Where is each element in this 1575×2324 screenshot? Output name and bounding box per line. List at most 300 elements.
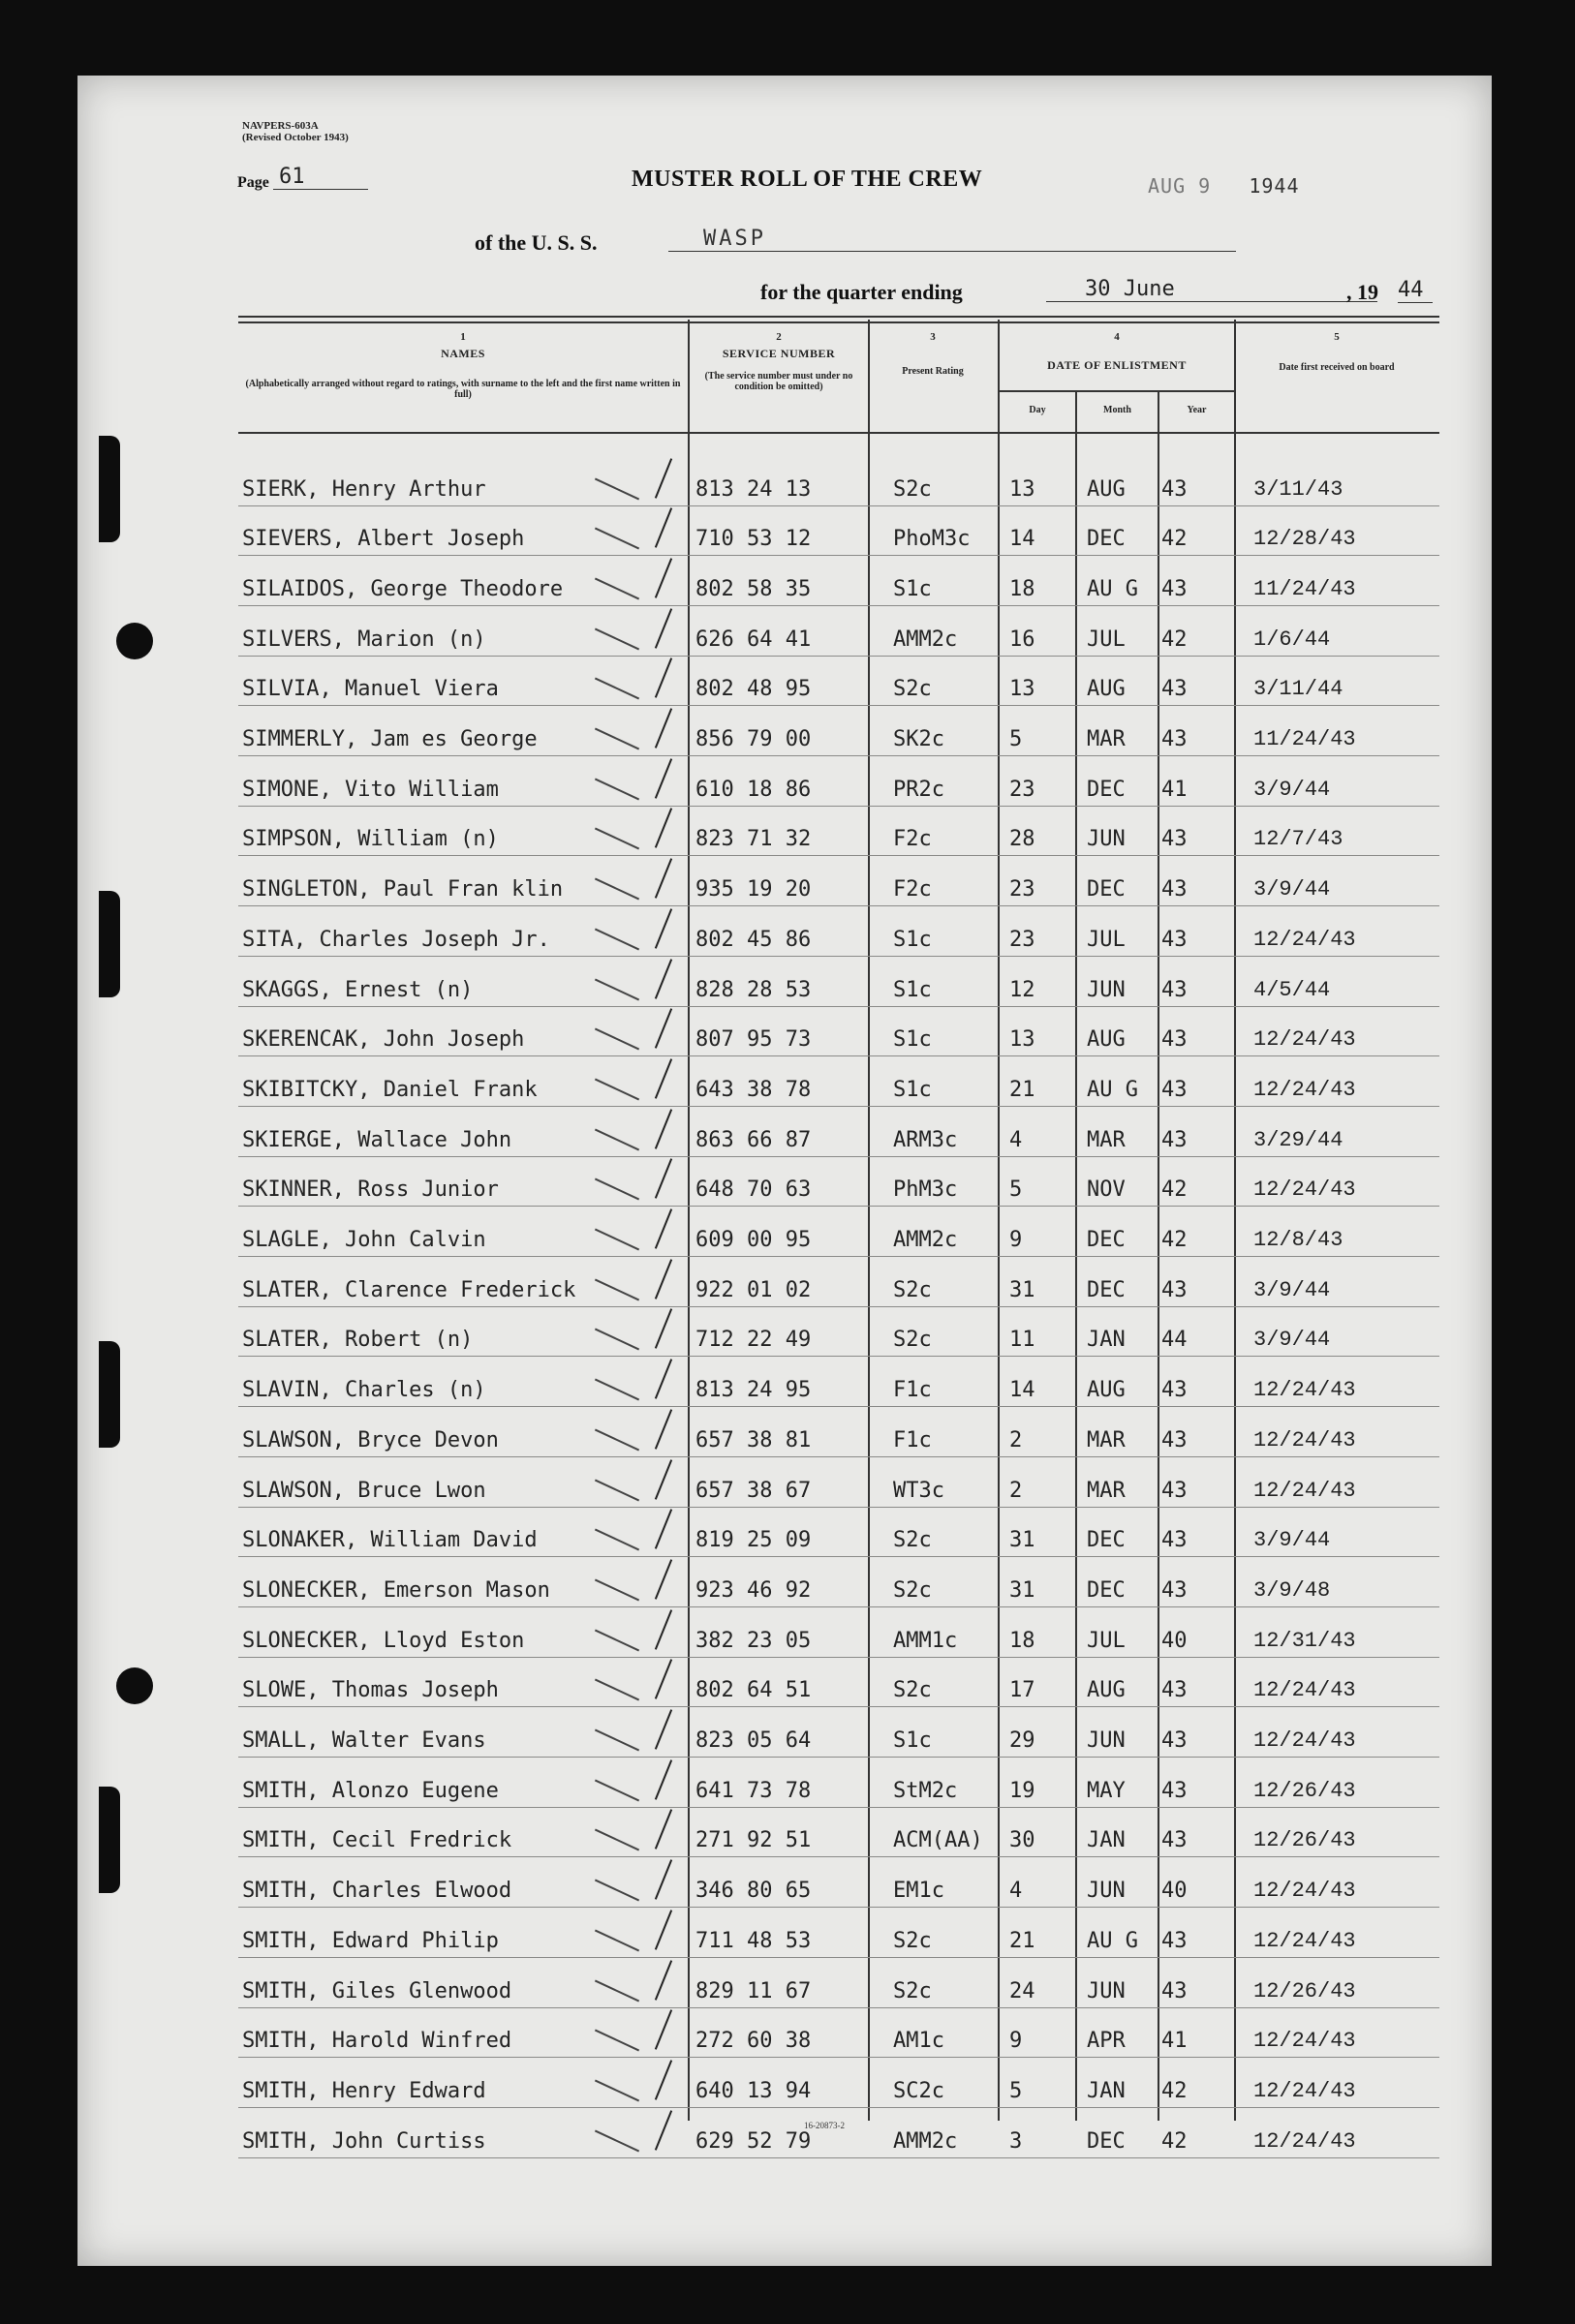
crew-name: SMITH, Harold Winfred: [242, 2029, 512, 2054]
tally-mark: [595, 1979, 639, 2002]
check-mark: [655, 1609, 672, 1650]
present-rating: F1c: [893, 1427, 932, 1452]
date-received: 3/9/44: [1253, 777, 1331, 802]
tally-mark: [595, 978, 639, 1000]
footer-code: 16-20873-2: [804, 2121, 845, 2130]
tally-mark: [595, 1578, 639, 1601]
col-names-number: 1: [460, 331, 466, 343]
crew-name: SILAIDOS, George Theodore: [242, 576, 564, 601]
enlistment-day: 14: [1009, 527, 1035, 552]
enlistment-day: 23: [1009, 877, 1035, 902]
date-received: 12/24/43: [1253, 1728, 1356, 1753]
present-rating: AMM2c: [893, 2128, 958, 2154]
check-mark: [655, 858, 672, 899]
date-received: 3/9/48: [1253, 1577, 1331, 1603]
check-mark: [655, 1208, 672, 1249]
present-rating: PhM3c: [893, 1177, 958, 1203]
present-rating: S2c: [893, 1277, 932, 1302]
table-row: [238, 2107, 1439, 2158]
service-number: 382 23 05: [695, 1628, 812, 1653]
tally-mark: [595, 1880, 639, 1902]
enlistment-month: JUL: [1087, 927, 1126, 952]
present-rating: SC2c: [893, 2078, 944, 2103]
enlistment-day: 13: [1009, 476, 1035, 502]
crew-name: SLATER, Robert (n): [242, 1328, 474, 1353]
page-label: Page: [237, 174, 269, 191]
enlistment-day: 13: [1009, 677, 1035, 702]
crew-name: SKERENCAK, John Joseph: [242, 1027, 525, 1053]
enlistment-month: JUL: [1087, 1628, 1126, 1653]
crew-name: SLAWSON, Bruce Lwon: [242, 1478, 486, 1503]
enlistment-month: DEC: [1087, 527, 1126, 552]
crew-name: SILVERS, Marion (n): [242, 627, 486, 652]
table-row: [238, 656, 1439, 707]
service-number: 629 52 79: [695, 2128, 812, 2154]
enlistment-day: 30: [1009, 1828, 1035, 1853]
enlistment-day: 21: [1009, 1077, 1035, 1102]
crew-name: SILVIA, Manuel Viera: [242, 677, 499, 702]
col-day-header: Day: [1029, 405, 1046, 415]
crew-name: SITA, Charles Joseph Jr.: [242, 927, 550, 952]
enlistment-month: APR: [1087, 2029, 1126, 2054]
enlistment-year: 40: [1161, 1879, 1188, 1904]
check-mark: [655, 708, 672, 749]
check-mark: [655, 908, 672, 949]
col-names-title: NAMES: [441, 347, 485, 360]
form-revision: (Revised October 1943): [242, 132, 349, 143]
check-mark: [655, 809, 672, 849]
col-service-title: SERVICE NUMBER: [722, 347, 836, 360]
date-received: 3/9/44: [1253, 1277, 1331, 1302]
service-number: 828 28 53: [695, 977, 812, 1002]
service-number: 641 73 78: [695, 1778, 812, 1803]
enlistment-day: 28: [1009, 827, 1035, 852]
crew-name: SLAGLE, John Calvin: [242, 1228, 486, 1252]
enlistment-day: 23: [1009, 927, 1035, 952]
service-number: 609 00 95: [695, 1228, 812, 1252]
crew-name: SLAWSON, Bryce Devon: [242, 1427, 499, 1452]
enlistment-month: AUG: [1087, 476, 1126, 502]
tally-mark: [595, 1829, 639, 1851]
crew-name: SLATER, Clarence Frederick: [242, 1277, 576, 1302]
service-number: 272 60 38: [695, 2029, 812, 2054]
table-row: [238, 1857, 1439, 1909]
check-mark: [655, 1008, 672, 1049]
enlistment-year: 42: [1161, 627, 1188, 652]
tally-mark: [595, 1229, 639, 1251]
table-row: [238, 1907, 1439, 1958]
enlistment-year: 43: [1161, 1778, 1188, 1803]
tally-mark: [595, 1779, 639, 1801]
table-row: [238, 1807, 1439, 1858]
enlistment-month: AU G: [1087, 576, 1138, 601]
enlistment-day: 5: [1009, 2078, 1023, 2103]
enlistment-day: 2: [1009, 1478, 1023, 1503]
present-rating: AMM2c: [893, 627, 958, 652]
date-received: 12/24/43: [1253, 1077, 1356, 1102]
enlistment-year: 43: [1161, 1728, 1188, 1753]
date-received: 11/24/43: [1253, 576, 1356, 601]
tally-mark: [595, 1428, 639, 1451]
tally-mark: [595, 627, 639, 650]
date-received: 12/24/43: [1253, 1378, 1356, 1403]
tally-mark: [595, 1729, 639, 1752]
quarter-ending: 30 June: [1046, 277, 1377, 302]
col-year-header: Year: [1187, 405, 1207, 415]
col-rating-number: 3: [930, 331, 936, 343]
date-received: 3/9/44: [1253, 1328, 1331, 1353]
date-received: 12/26/43: [1253, 1828, 1356, 1853]
table-row: [238, 1006, 1439, 1057]
service-number: 823 05 64: [695, 1728, 812, 1753]
punch-hole: [116, 1667, 153, 1704]
service-number: 710 53 12: [695, 527, 812, 552]
present-rating: S2c: [893, 1978, 932, 2003]
crew-name: SLAVIN, Charles (n): [242, 1378, 486, 1403]
present-rating: EM1c: [893, 1879, 944, 1904]
enlistment-day: 18: [1009, 576, 1035, 601]
enlistment-month: JUN: [1087, 977, 1126, 1002]
check-mark: [655, 2110, 672, 2151]
enlistment-day: 21: [1009, 1928, 1035, 1953]
enlistment-year: 43: [1161, 1928, 1188, 1953]
enlistment-month: JAN: [1087, 2078, 1126, 2103]
check-mark: [655, 1910, 672, 1950]
table-row: [238, 1456, 1439, 1508]
col-names-note: (Alphabetically arranged without regard to ratings, with surname to the left and the first name written in full): [245, 379, 681, 400]
table-row: [238, 706, 1439, 757]
col-month-header: Month: [1103, 405, 1131, 415]
service-number: 610 18 86: [695, 777, 812, 802]
enlistment-year: 43: [1161, 1127, 1188, 1152]
table-row: [238, 1106, 1439, 1157]
binder-tab: [99, 1787, 120, 1893]
enlistment-year: 43: [1161, 1577, 1188, 1603]
check-mark: [655, 608, 672, 649]
date-received: 12/24/43: [1253, 1879, 1356, 1904]
table-row: [238, 1406, 1439, 1457]
service-number: 346 80 65: [695, 1879, 812, 1904]
present-rating: S2c: [893, 677, 932, 702]
crew-name: SLONECKER, Lloyd Eston: [242, 1628, 525, 1653]
enlistment-month: JAN: [1087, 1828, 1126, 1853]
enlistment-day: 29: [1009, 1728, 1035, 1753]
crew-name: SIMMERLY, Jam es George: [242, 727, 538, 751]
enlistment-month: JUN: [1087, 1978, 1126, 2003]
table-row: [238, 755, 1439, 807]
ship-label: of the U. S. S.: [475, 230, 598, 255]
service-number: 813 24 95: [695, 1378, 812, 1403]
enlistment-month: MAR: [1087, 1478, 1126, 1503]
crew-name: SMITH, John Curtiss: [242, 2128, 486, 2154]
enlistment-month: MAR: [1087, 1127, 1126, 1152]
present-rating: PR2c: [893, 777, 944, 802]
service-number: 802 64 51: [695, 1678, 812, 1703]
present-rating: S2c: [893, 1678, 932, 1703]
service-number: 802 45 86: [695, 927, 812, 952]
enlistment-day: 13: [1009, 1027, 1035, 1053]
present-rating: ARM3c: [893, 1127, 958, 1152]
table-row: [238, 1707, 1439, 1758]
col-service-header: [692, 331, 866, 392]
check-mark: [655, 1309, 672, 1350]
service-number: 923 46 92: [695, 1577, 812, 1603]
tally-mark: [595, 1629, 639, 1651]
service-number: 657 38 67: [695, 1478, 812, 1503]
enlistment-day: 4: [1009, 1127, 1023, 1152]
service-number: 856 79 00: [695, 727, 812, 751]
enlistment-day: 31: [1009, 1528, 1035, 1553]
table-row: [238, 1156, 1439, 1208]
enlistment-year: 42: [1161, 2078, 1188, 2103]
table-row: [238, 1507, 1439, 1558]
enlistment-day: 31: [1009, 1577, 1035, 1603]
check-mark: [655, 558, 672, 598]
check-mark: [655, 1058, 672, 1099]
check-mark: [655, 1509, 672, 1549]
table-row: [238, 856, 1439, 907]
tally-mark: [595, 1329, 639, 1351]
date-received: 3/11/43: [1253, 476, 1343, 502]
check-mark: [655, 1409, 672, 1450]
check-mark: [655, 1159, 672, 1200]
date-received: 12/24/43: [1253, 2029, 1356, 2054]
crew-name: SLONECKER, Emerson Mason: [242, 1577, 550, 1603]
stamp-date: AUG 9: [1148, 174, 1212, 198]
service-number: 823 71 32: [695, 827, 812, 852]
present-rating: F2c: [893, 877, 932, 902]
crew-name: SLONAKER, William David: [242, 1528, 538, 1553]
enlistment-month: AUG: [1087, 1378, 1126, 1403]
date-received: 3/9/44: [1253, 1528, 1331, 1553]
table-row: [238, 505, 1439, 557]
date-received: 12/24/43: [1253, 2078, 1356, 2103]
enlistment-month: DEC: [1087, 1528, 1126, 1553]
check-mark: [655, 1759, 672, 1800]
tally-mark: [595, 477, 639, 500]
binder-tab: [99, 436, 120, 542]
present-rating: AMM2c: [893, 1228, 958, 1252]
col-service-note: (The service number must under no condition be omitted): [704, 371, 853, 392]
enlistment-day: 2: [1009, 1427, 1023, 1452]
crew-name: SKIERGE, Wallace John: [242, 1127, 512, 1152]
enlistment-year: 41: [1161, 2029, 1188, 2054]
check-mark: [655, 1359, 672, 1399]
crew-name: SIERK, Henry Arthur: [242, 476, 486, 502]
service-number: 648 70 63: [695, 1177, 812, 1203]
table-row: [238, 806, 1439, 857]
date-received: 12/7/43: [1253, 827, 1343, 852]
service-number: 935 19 20: [695, 877, 812, 902]
table-row: [238, 1556, 1439, 1607]
check-mark: [655, 658, 672, 699]
present-rating: WT3c: [893, 1478, 944, 1503]
enlistment-month: AU G: [1087, 1077, 1138, 1102]
service-number: 802 58 35: [695, 576, 812, 601]
crew-name: SIEVERS, Albert Joseph: [242, 527, 525, 552]
date-received: 12/28/43: [1253, 527, 1356, 552]
enlistment-month: JAN: [1087, 1328, 1126, 1353]
date-received: 3/9/44: [1253, 877, 1331, 902]
service-number: 819 25 09: [695, 1528, 812, 1553]
table-row: [238, 1306, 1439, 1358]
enlistment-year: 40: [1161, 1628, 1188, 1653]
tally-mark: [595, 1028, 639, 1051]
crew-name: SMITH, Giles Glenwood: [242, 1978, 512, 2003]
date-received: 3/11/44: [1253, 677, 1343, 702]
enlistment-year: 42: [1161, 1228, 1188, 1252]
enlistment-year: 43: [1161, 576, 1188, 601]
enlistment-year: 42: [1161, 527, 1188, 552]
service-number: 657 38 81: [695, 1427, 812, 1452]
page-number: 61: [273, 165, 368, 190]
present-rating: S1c: [893, 1728, 932, 1753]
form-identifier: [242, 120, 349, 143]
year-suffix: 44: [1398, 278, 1433, 303]
tally-mark: [595, 1929, 639, 1951]
check-mark: [655, 1459, 672, 1500]
document-title: MUSTER ROLL OF THE CREW: [632, 167, 983, 192]
enlistment-day: 23: [1009, 777, 1035, 802]
enlistment-day: 5: [1009, 727, 1023, 751]
check-mark: [655, 2060, 672, 2100]
date-received: 12/24/43: [1253, 1177, 1356, 1203]
enlistment-month: AUG: [1087, 1678, 1126, 1703]
enlistment-month: DEC: [1087, 777, 1126, 802]
crew-name: SKAGGS, Ernest (n): [242, 977, 474, 1002]
enlistment-year: 43: [1161, 1478, 1188, 1503]
enlistment-year: 43: [1161, 1427, 1188, 1452]
check-mark: [655, 1810, 672, 1850]
date-received: 12/26/43: [1253, 1778, 1356, 1803]
enlistment-year: 43: [1161, 1077, 1188, 1102]
tally-mark: [595, 2030, 639, 2052]
col-received-title: Date first received on board: [1279, 362, 1395, 373]
enlistment-day: 17: [1009, 1678, 1035, 1703]
enlistment-month: DEC: [1087, 1577, 1126, 1603]
tally-mark: [595, 528, 639, 550]
tally-mark: [595, 1479, 639, 1501]
date-received: 3/29/44: [1253, 1127, 1343, 1152]
enlistment-month: DEC: [1087, 877, 1126, 902]
enlistment-day: 3: [1009, 2128, 1023, 2154]
enlistment-year: 43: [1161, 827, 1188, 852]
enlistment-day: 11: [1009, 1328, 1035, 1353]
tally-mark: [595, 678, 639, 700]
enlistment-year: 41: [1161, 777, 1188, 802]
crew-name: SMITH, Cecil Fredrick: [242, 1828, 512, 1853]
present-rating: ACM(AA): [893, 1828, 983, 1853]
date-received: 12/24/43: [1253, 1427, 1356, 1452]
enlistment-month: DEC: [1087, 2128, 1126, 2154]
enlistment-month: AU G: [1087, 1928, 1138, 1953]
service-number: 813 24 13: [695, 476, 812, 502]
date-received: 12/8/43: [1253, 1228, 1343, 1252]
col-names-header: [242, 331, 684, 400]
table-row: [238, 1256, 1439, 1307]
tally-mark: [595, 1278, 639, 1300]
date-received: 1/6/44: [1253, 627, 1331, 652]
enlistment-day: 4: [1009, 1879, 1023, 1904]
crew-name: SINGLETON, Paul Fran klin: [242, 877, 564, 902]
enlistment-year: 42: [1161, 2128, 1188, 2154]
enlistment-month: AUG: [1087, 1027, 1126, 1053]
check-mark: [655, 1660, 672, 1700]
enlistment-day: 31: [1009, 1277, 1035, 1302]
enlistment-year: 43: [1161, 1277, 1188, 1302]
enlistment-year: 43: [1161, 1678, 1188, 1703]
col-enlistment-title: DATE OF ENLISTMENT: [1047, 358, 1187, 372]
present-rating: S1c: [893, 977, 932, 1002]
crew-name: SMITH, Edward Philip: [242, 1928, 499, 1953]
date-received: 12/24/43: [1253, 1928, 1356, 1953]
check-mark: [655, 1259, 672, 1300]
crew-name: SMITH, Charles Elwood: [242, 1879, 512, 1904]
col-enlistment-header: [1000, 331, 1234, 373]
enlistment-month: MAR: [1087, 1427, 1126, 1452]
header-top-rule: [238, 316, 1439, 318]
table-row: [238, 1606, 1439, 1658]
check-mark: [655, 507, 672, 548]
service-number: 863 66 87: [695, 1127, 812, 1152]
enlistment-year: 43: [1161, 677, 1188, 702]
present-rating: S2c: [893, 476, 932, 502]
check-mark: [655, 1709, 672, 1750]
crew-name: SMITH, Alonzo Eugene: [242, 1778, 499, 1803]
tally-mark: [595, 1529, 639, 1551]
enlistment-month: JUN: [1087, 1728, 1126, 1753]
tally-mark: [595, 1379, 639, 1401]
service-number: 626 64 41: [695, 627, 812, 652]
date-received: 12/24/43: [1253, 927, 1356, 952]
enlistment-day: 9: [1009, 1228, 1023, 1252]
header-bottom-rule: [238, 432, 1439, 434]
service-number: 712 22 49: [695, 1328, 812, 1353]
present-rating: PhoM3c: [893, 527, 971, 552]
table-row: [238, 555, 1439, 606]
date-received: 12/24/43: [1253, 1027, 1356, 1053]
present-rating: S2c: [893, 1328, 932, 1353]
enlistment-year: 43: [1161, 727, 1188, 751]
enlistment-day: 5: [1009, 1177, 1023, 1203]
check-mark: [655, 758, 672, 799]
crew-name: SKIBITCKY, Daniel Frank: [242, 1077, 538, 1102]
enlistment-subrule: [998, 390, 1234, 392]
col-received-header: [1236, 331, 1437, 373]
table-row: [238, 1055, 1439, 1107]
table-row: [238, 2007, 1439, 2059]
tally-mark: [595, 1679, 639, 1701]
table-row: [238, 1357, 1439, 1408]
table-row: [238, 455, 1439, 506]
service-number: 643 38 78: [695, 1077, 812, 1102]
enlistment-month: AUG: [1087, 677, 1126, 702]
enlistment-month: JUN: [1087, 1879, 1126, 1904]
tally-mark: [595, 1128, 639, 1150]
enlistment-year: 42: [1161, 1177, 1188, 1203]
enlistment-day: 19: [1009, 1778, 1035, 1803]
tally-mark: [595, 778, 639, 800]
service-number: 802 48 95: [695, 677, 812, 702]
check-mark: [655, 959, 672, 999]
col-service-number: 2: [776, 331, 782, 343]
table-row: [238, 956, 1439, 1007]
enlistment-day: 18: [1009, 1628, 1035, 1653]
col-rating-title: Present Rating: [902, 366, 964, 377]
table-row: [238, 1957, 1439, 2008]
tally-mark: [595, 1078, 639, 1100]
present-rating: SK2c: [893, 727, 944, 751]
